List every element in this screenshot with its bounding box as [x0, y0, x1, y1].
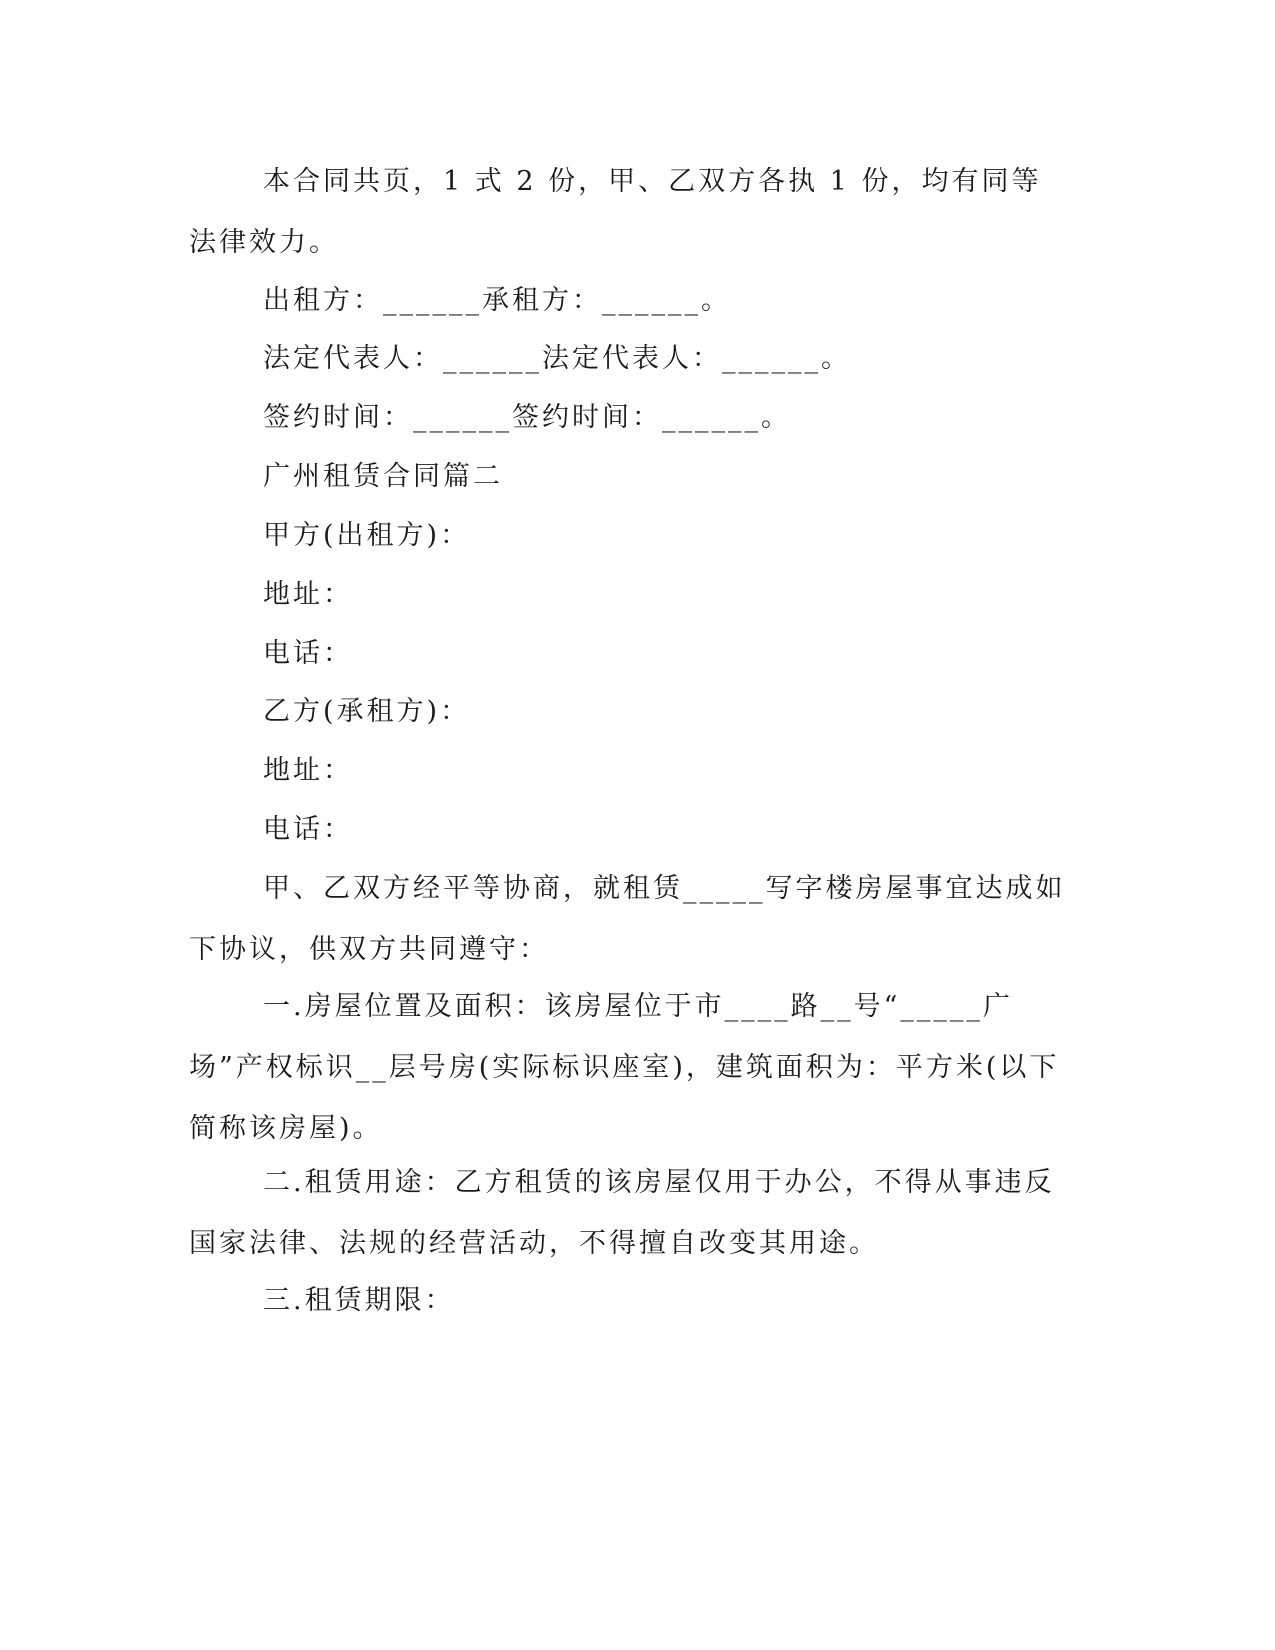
paragraph-lessor-lessee: 出租方：______承租方：______。 [263, 285, 731, 316]
party-a-label: 甲方(出租方)： [263, 520, 471, 551]
paragraph-copies-clause: 本合同共页，1 式 2 份，甲、乙双方各执 1 份，均有同等法律效力。 [189, 166, 1042, 258]
clause-1-location-area: 一.房屋位置及面积：该房屋位于市____路__号“_____广场”产权标识__层号房(实际标识座室)，建筑面积为：平方米(以下简称该房屋)。 [189, 991, 1060, 1144]
paragraph-signing-date: 签约时间：______签约时间：______。 [263, 402, 791, 433]
section-heading: 广州租赁合同篇二 [263, 461, 503, 492]
party-a-phone: 电话： [263, 638, 353, 669]
party-a-address: 地址： [263, 579, 353, 610]
party-b-label: 乙方(承租方)： [263, 696, 471, 727]
clause-2-usage: 二.租赁用途：乙方租赁的该房屋仅用于办公，不得从事违反国家法律、法规的经营活动，不得擅自改变其用途。 [189, 1167, 1055, 1259]
paragraph-legal-representative: 法定代表人：______法定代表人：______。 [263, 343, 851, 374]
paragraph-agreement-intro: 甲、乙双方经平等协商，就租赁_____写字楼房屋事宜达成如下协议，供双方共同遵守： [189, 873, 1066, 965]
party-b-phone: 电话： [263, 814, 353, 845]
party-b-address: 地址： [263, 755, 353, 786]
clause-3-term: 三.租赁期限： [263, 1285, 455, 1316]
